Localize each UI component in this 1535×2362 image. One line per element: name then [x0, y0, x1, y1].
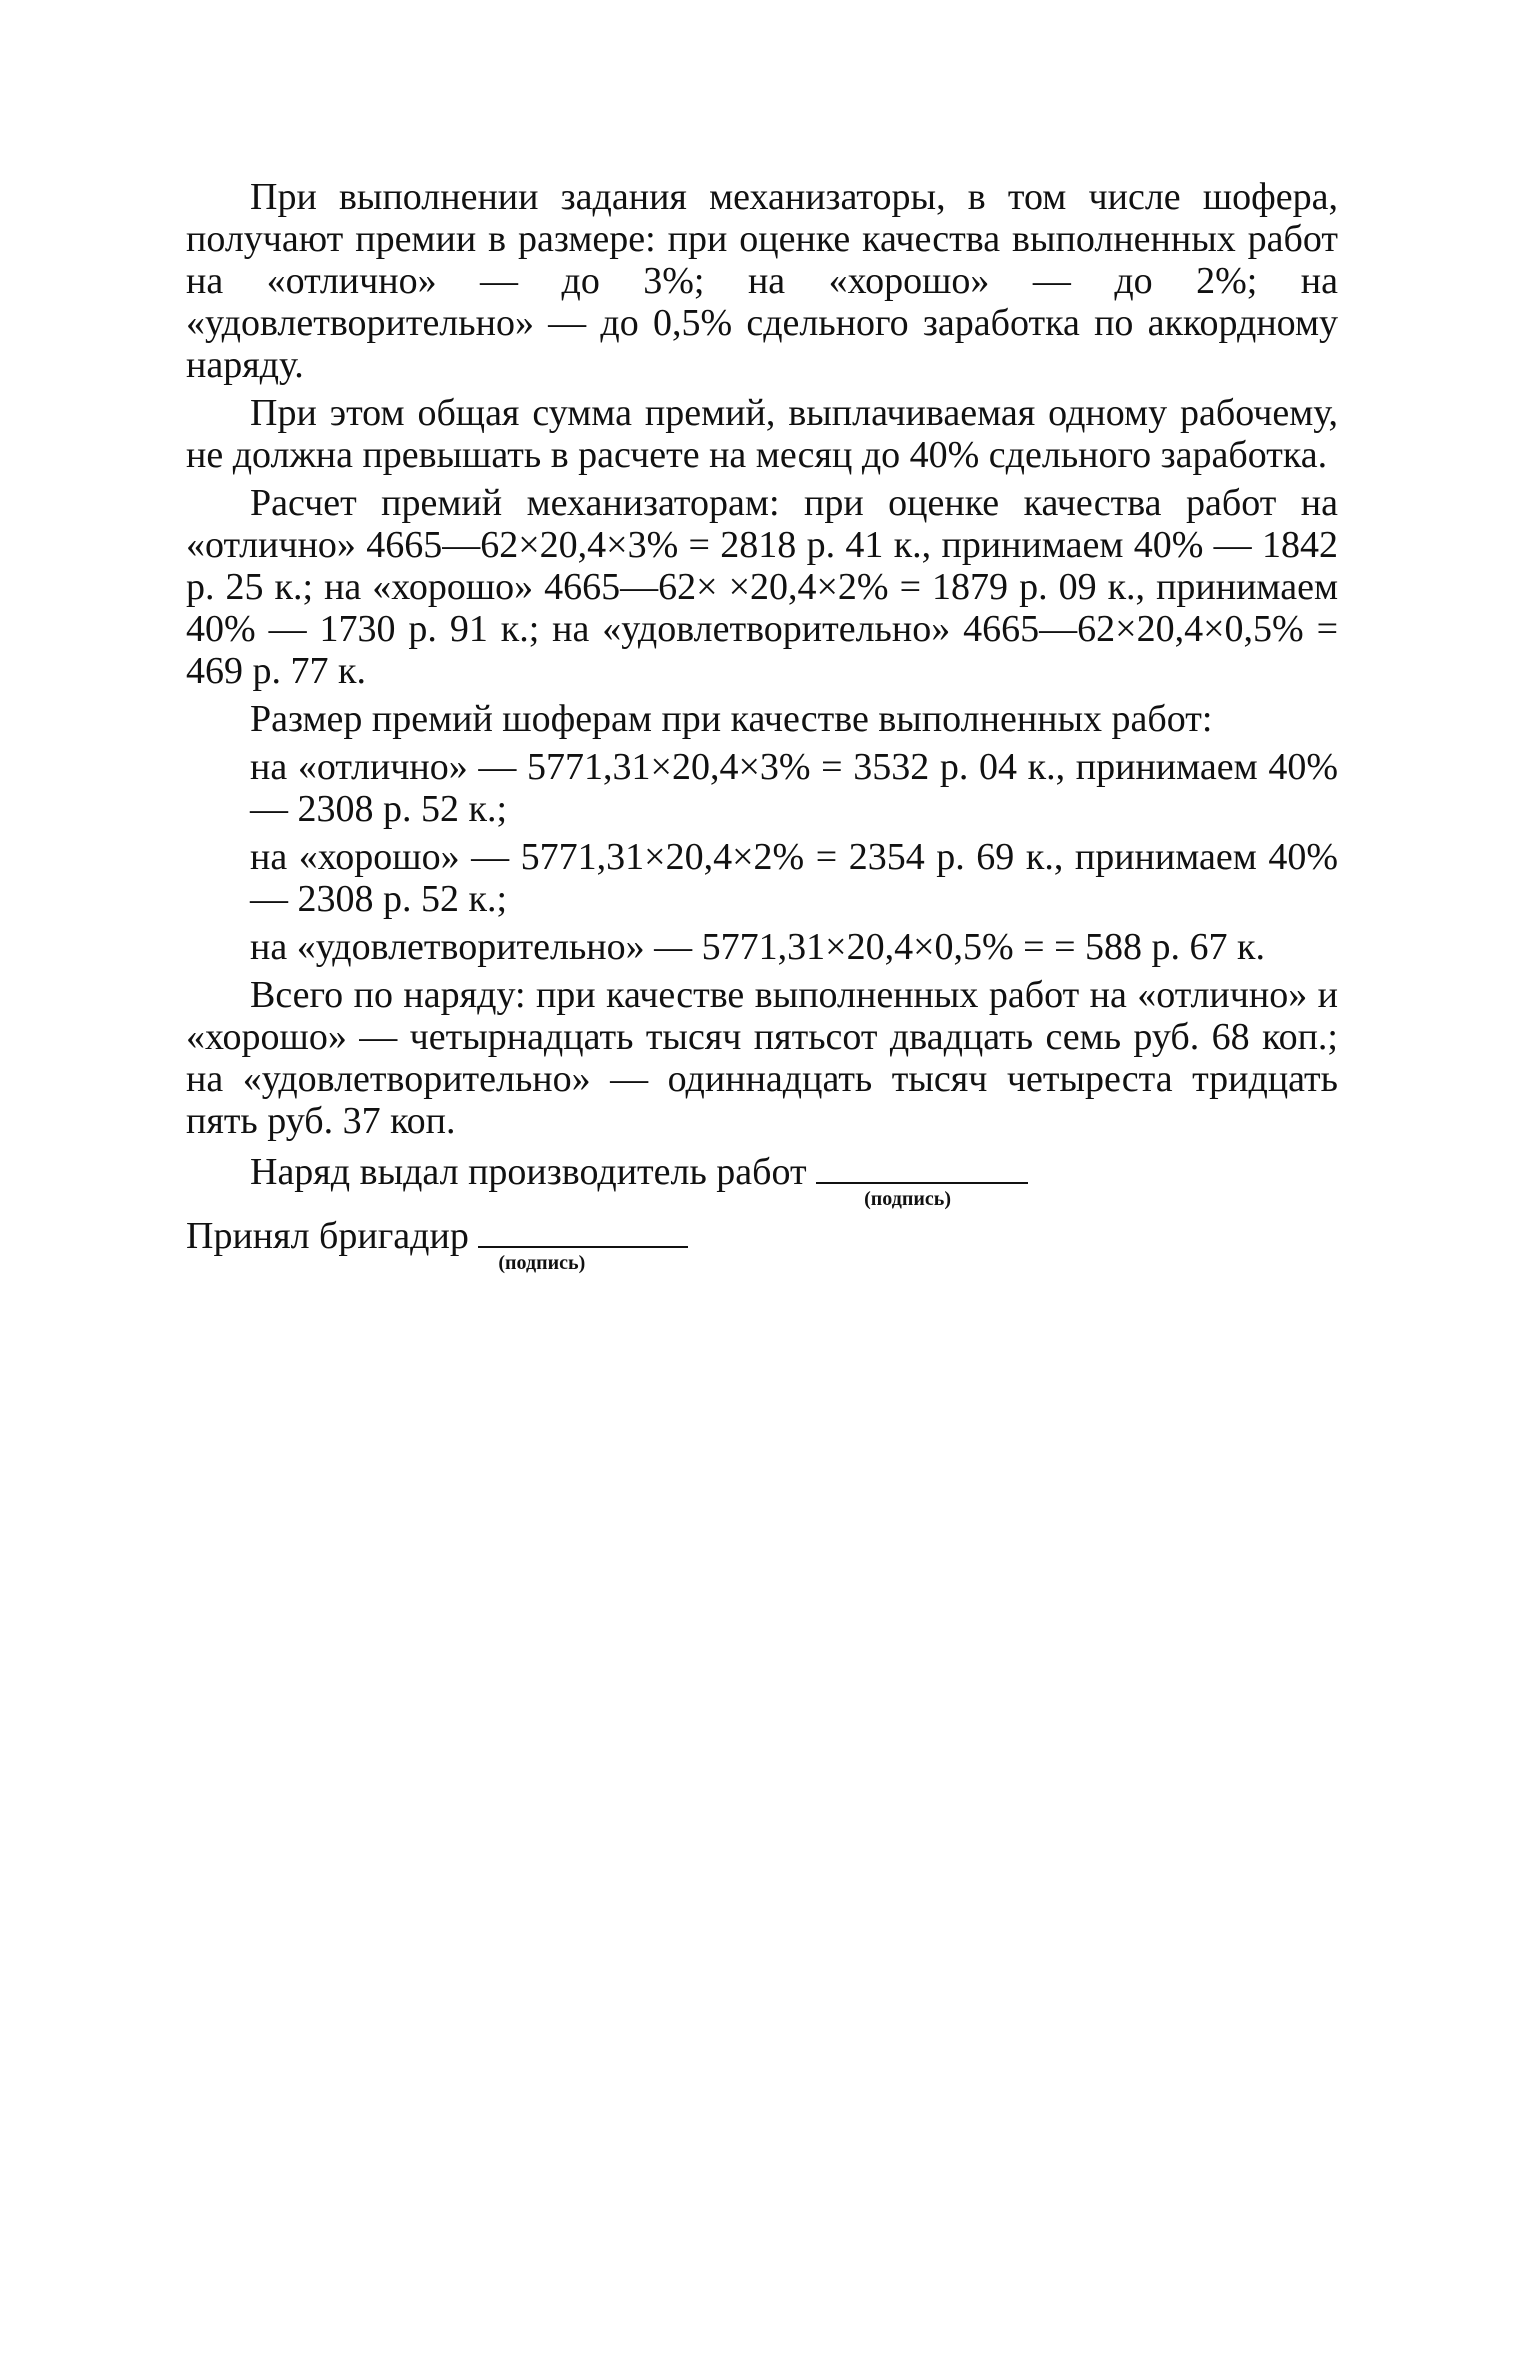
paragraph-bonus-rates: При выполнении задания механизаторы, в том числе шофера, получают премии в размере: при оценке качества выполненных работ на «отлично» — до 3%; на «хорошо» — до 2%; на «удовлетворительно» — до 0,5% сдельного заработка по аккордному наряду.: [186, 176, 1338, 386]
driver-item-good: на «хорошо» — 5771,31×20,4×2% = 2354 р. 69 к., принимаем 40% — 2308 р. 52 к.;: [250, 836, 1338, 920]
paragraph-drivers-heading: Размер премий шоферам при качестве выполненных работ:: [250, 698, 1213, 740]
accepted-by-label: Принял бригадир: [186, 1215, 469, 1257]
paragraph-mechanics-calculation: Расчет премий механизаторам: при оценке качества работ на «отлично» 4665—62×20,4×3% = 2818 р. 41 к., принимаем 40% — 1842 р. 25 к.; на «хорошо» 4665—62× ×20,4×2% = 1879 р. 09 к., принимаем 40% — 1730 р. 91 к.; на «удовлетворительно» 4665—62×20,4×0,5% = 469 р. 77 к.: [186, 482, 1338, 692]
accepted-by-signature-caption: (подпись): [498, 1252, 586, 1274]
issued-by-label: Наряд выдал производитель работ: [250, 1151, 807, 1193]
issued-by-signature-caption: (подпись): [864, 1188, 951, 1210]
paragraph-bonus-limit: При этом общая сумма премий, выплачиваемая одному рабочему, не должна превышать в расчете на месяц до 40% сдельного заработка.: [186, 392, 1338, 476]
driver-item-satisfactory: на «удовлетворительно» — 5771,31×20,4×0,5% = = 588 р. 67 к.: [250, 926, 1265, 968]
paragraph-total: Всего по наряду: при качестве выполненных работ на «отлично» и «хорошо» — четырнадцать тысяч пятьсот двадцать семь руб. 68 коп.; на «удовлетворительно» — одиннадцать тысяч четыреста тридцать пять руб. 37 коп.: [186, 974, 1338, 1142]
accepted-by-signature-line: [478, 1212, 688, 1274]
issued-by-row: [186, 1148, 1338, 1208]
issued-by-signature-line: [816, 1148, 1028, 1210]
driver-item-excellent: на «отлично» — 5771,31×20,4×3% = 3532 р. 04 к., принимаем 40% — 2308 р. 52 к.;: [250, 746, 1338, 830]
document-page: [186, 176, 1338, 1272]
accepted-by-row: [186, 1212, 1338, 1272]
